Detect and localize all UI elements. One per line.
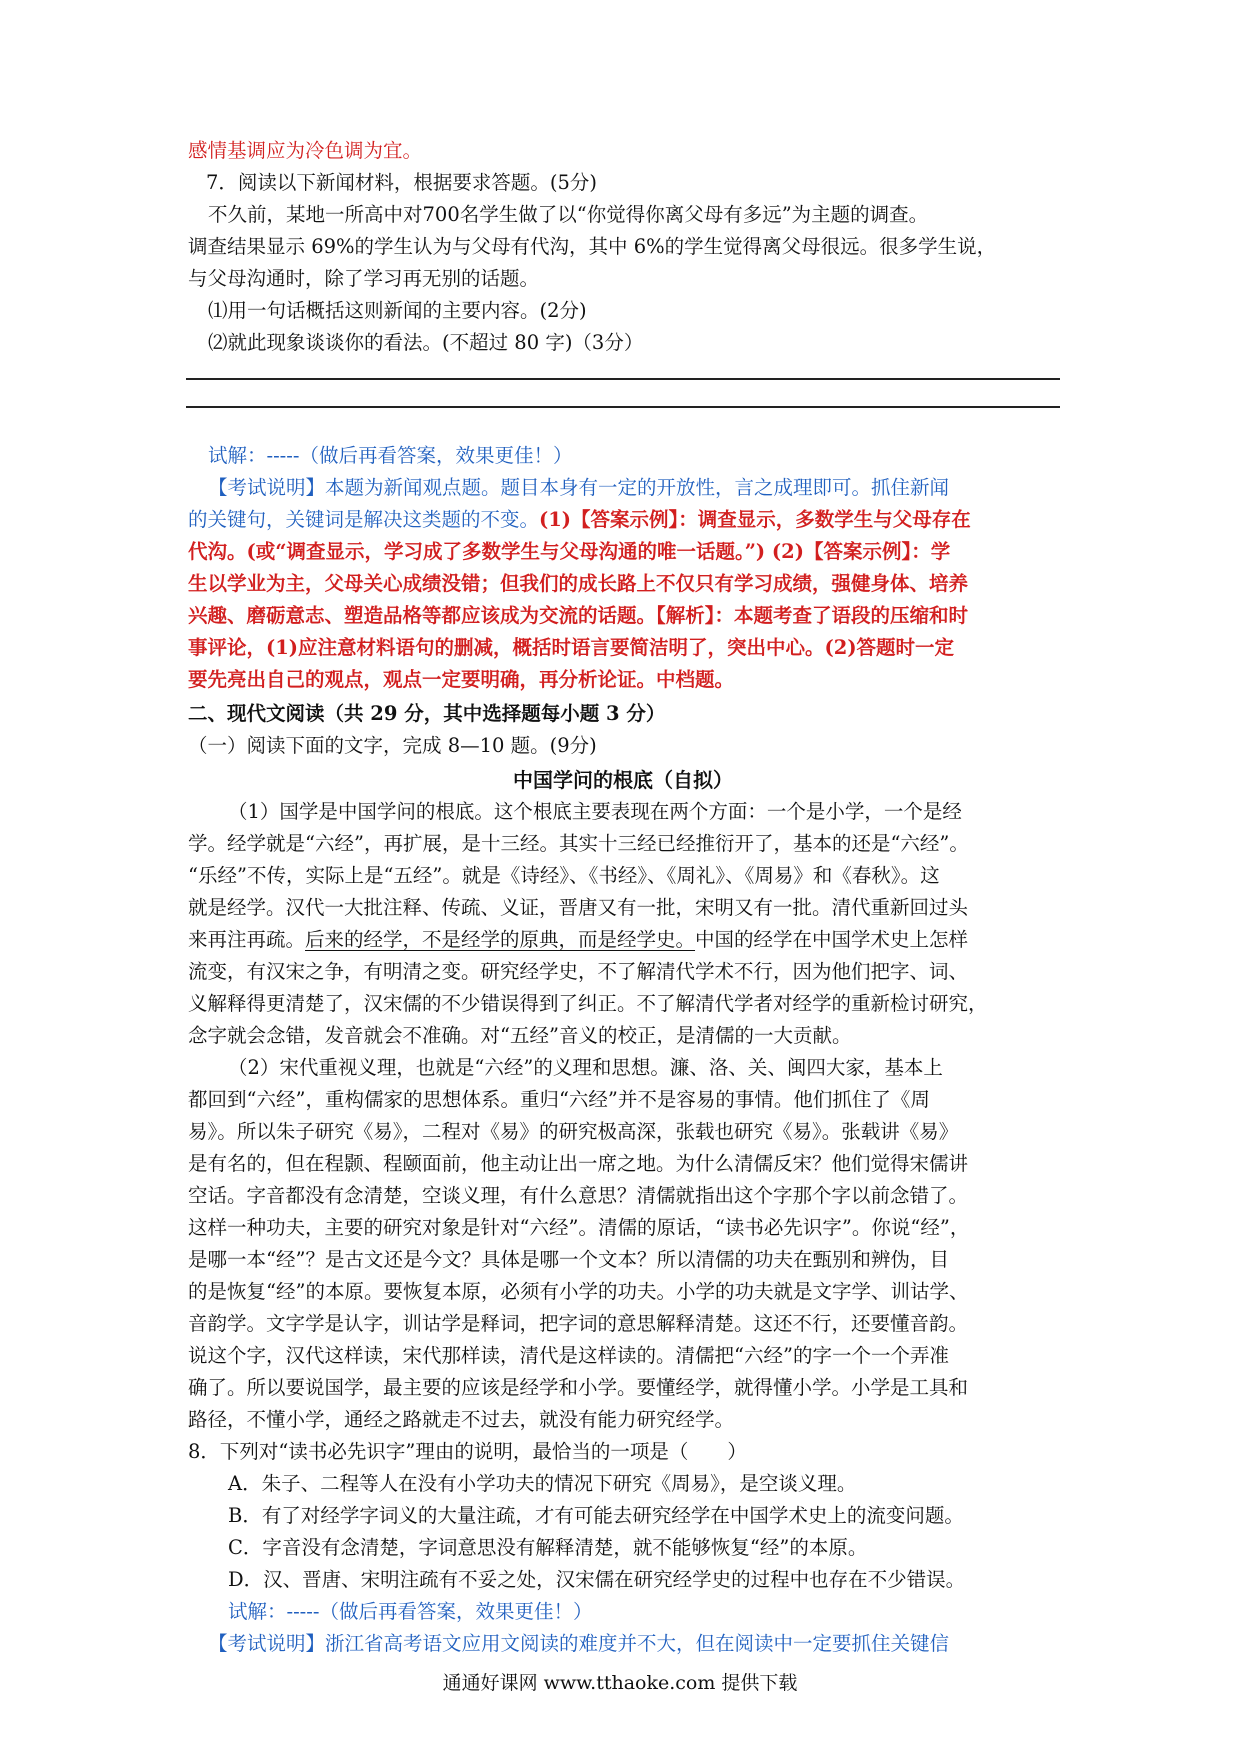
question-7-sub-1: ⑴用一句话概括这则新闻的主要内容。(2分) bbox=[208, 299, 587, 322]
exam-note-text: 的关键句，关键词是解决这类题的不变。 bbox=[188, 508, 540, 531]
answer-line bbox=[186, 378, 1060, 380]
answer-example-line: 代沟。(或“调查显示，学习成了多数学生与父母沟通的唯一话题。”) (2)【答案示例】：学 bbox=[188, 540, 951, 563]
article-text: 来再注再疏。 bbox=[188, 928, 306, 951]
news-material-line: 不久前，某地一所高中对700名学生做了以“你觉得你离父母有多远”为主题的调查。 bbox=[208, 203, 929, 226]
answer-example-line: 事评论，(1)应注意材料语句的删减，概括时语言要简洁明了，突出中心。(2)答题时一定 bbox=[188, 636, 955, 659]
article-line: 学。经学就是“六经”，再扩展，是十三经。其实十三经已经推衍开了，基本的还是“六经”。 bbox=[188, 832, 969, 855]
try-hint: 试解：-----（做后再看答案，效果更佳！） bbox=[228, 1600, 593, 1623]
exam-note-line: 【考试说明】浙江省高考语文应用文阅读的难度并不大，但在阅读中一定要抓住关键信 bbox=[208, 1632, 950, 1655]
sub-section-heading: （一）阅读下面的文字，完成 8—10 题。(9分) bbox=[188, 734, 597, 757]
page-footer: 通通好课网 www.tthaoke.com 提供下载 bbox=[442, 1672, 798, 1694]
exam-note-line bbox=[188, 504, 1058, 536]
news-material-line: 与父母沟通时，除了学习再无别的话题。 bbox=[188, 267, 540, 290]
exam-note-line: 【考试说明】本题为新闻观点题。题目本身有一定的开放性，言之成理即可。抓住新闻 bbox=[208, 476, 950, 499]
answer-line bbox=[186, 406, 1060, 408]
article-line: 是有名的，但在程颢、程颐面前，他主动让出一席之地。为什么清儒反宋？他们觉得宋儒讲 bbox=[188, 1152, 969, 1175]
article-line: 流变，有汉宋之争，有明清之变。研究经学史，不了解清代学术不行，因为他们把字、词、 bbox=[188, 960, 969, 983]
article-line: （1）国学是中国学问的根底。这个根底主要表现在两个方面：一个是小学，一个是经 bbox=[228, 800, 962, 823]
article-line: 确了。所以要说国学，最主要的应该是经学和小学。要懂经学，就得懂小学。小学是工具和 bbox=[188, 1376, 969, 1399]
option-a: A．朱子、二程等人在没有小学功夫的情况下研究《周易》，是空谈义理。 bbox=[228, 1472, 857, 1495]
article-text: 中国的经学在中国学术史上怎样 bbox=[695, 928, 969, 951]
article-line: 说这个字，汉代这样读，宋代那样读，清代是这样读的。清儒把“六经”的字一个一个弄准 bbox=[188, 1344, 949, 1367]
option-b: B．有了对经学字词义的大量注疏，才有可能去研究经学在中国学术史上的流变问题。 bbox=[228, 1504, 964, 1527]
article-line: 都回到“六经”，重构儒家的思想体系。重归“六经”并不是容易的事情。他们抓住了《周 bbox=[188, 1088, 930, 1111]
question-7-heading: 7．阅读以下新闻材料，根据要求答题。(5分) bbox=[206, 171, 598, 194]
underlined-sentence: 后来的经学，不是经学的原典，而是经学史。 bbox=[305, 928, 696, 951]
article-line: “乐经”不传，实际上是“五经”。就是《诗经》、《书经》、《周礼》、《周易》和《春秋》。这 bbox=[188, 864, 940, 887]
carry-over-line: 感情基调应为冷色调为宜。 bbox=[188, 139, 423, 162]
article-line: 就是经学。汉代一大批注释、传疏、义证，晋唐又有一批，宋明又有一批。清代重新回过头 bbox=[188, 896, 969, 919]
article-line: 这样一种功夫，主要的研究对象是针对“六经”。清儒的原话，“读书必先识字”。你说“经”， bbox=[188, 1216, 970, 1239]
answer-example-line: 兴趣、磨砺意志、塑造品格等都应该成为交流的话题。【解析】：本题考查了语段的压缩和时 bbox=[188, 604, 969, 627]
article-line: （2）宋代重视义理，也就是“六经”的义理和思想。濂、洛、关、闽四大家，基本上 bbox=[228, 1056, 943, 1079]
try-hint: 试解：-----（做后再看答案，效果更佳！） bbox=[208, 444, 573, 467]
article-line: 义解释得更清楚了，汉宋儒的不少错误得到了纠正。不了解清代学者对经学的重新检讨研究， bbox=[188, 992, 988, 1015]
article-line: 音韵学。文字学是认字，训诂学是释词，把字词的意思解释清楚。这还不行，还要懂音韵。 bbox=[188, 1312, 969, 1335]
article-line: 路径，不懂小学，通经之路就走不过去，就没有能力研究经学。 bbox=[188, 1408, 735, 1431]
answer-example-line: 生以学业为主，父母关心成绩没错；但我们的成长路上不仅只有学习成绩，强健身体、培养 bbox=[188, 572, 969, 595]
article-line bbox=[188, 924, 1058, 956]
news-material-line: 调查结果显示 69%的学生认为与父母有代沟，其中 6%的学生觉得离父母很远。很多学生说， bbox=[188, 235, 997, 258]
article-line: 是哪一本“经”？是古文还是今文？具体是哪一个文本？所以清儒的功夫在甄别和辨伪，目 bbox=[188, 1248, 949, 1271]
answer-example-line: 要先亮出自己的观点，观点一定要明确，再分析论证。中档题。 bbox=[188, 668, 735, 691]
article-line: 空话。字音都没有念清楚，空谈义理，有什么意思？清儒就指出这个字那个字以前念错了。 bbox=[188, 1184, 969, 1207]
question-8-stem: 8．下列对“读书必先识字”理由的说明，最恰当的一项是（ ） bbox=[188, 1440, 747, 1463]
article-line: 念字就会念错，发音就会不准确。对“五经”音义的校正，是清儒的一大贡献。 bbox=[188, 1024, 852, 1047]
option-c: C．字音没有念清楚，字词意思没有解释清楚，就不能够恢复“经”的本原。 bbox=[228, 1536, 868, 1559]
section-heading: 二、现代文阅读（共 29 分，其中选择题每小题 3 分） bbox=[188, 702, 666, 725]
option-d: D．汉、晋唐、宋明注疏有不妥之处，汉宋儒在研究经学史的过程中也存在不少错误。 bbox=[228, 1568, 966, 1591]
article-line: 易》。所以朱子研究《易》，二程对《易》的研究极高深，张载也研究《易》。张载讲《易》 bbox=[188, 1120, 959, 1143]
article-title: 中国学问的根底（自拟） bbox=[513, 768, 733, 792]
question-7-sub-2: ⑵就此现象谈谈你的看法。(不超过 80 字)（3分） bbox=[208, 331, 644, 354]
article-line: 的是恢复“经”的本原。要恢复本原，必须有小学的功夫。小学的功夫就是文字学、训诂学、 bbox=[188, 1280, 969, 1303]
answer-example-text: (1)【答案示例】：调查显示，多数学生与父母存在 bbox=[539, 508, 971, 531]
